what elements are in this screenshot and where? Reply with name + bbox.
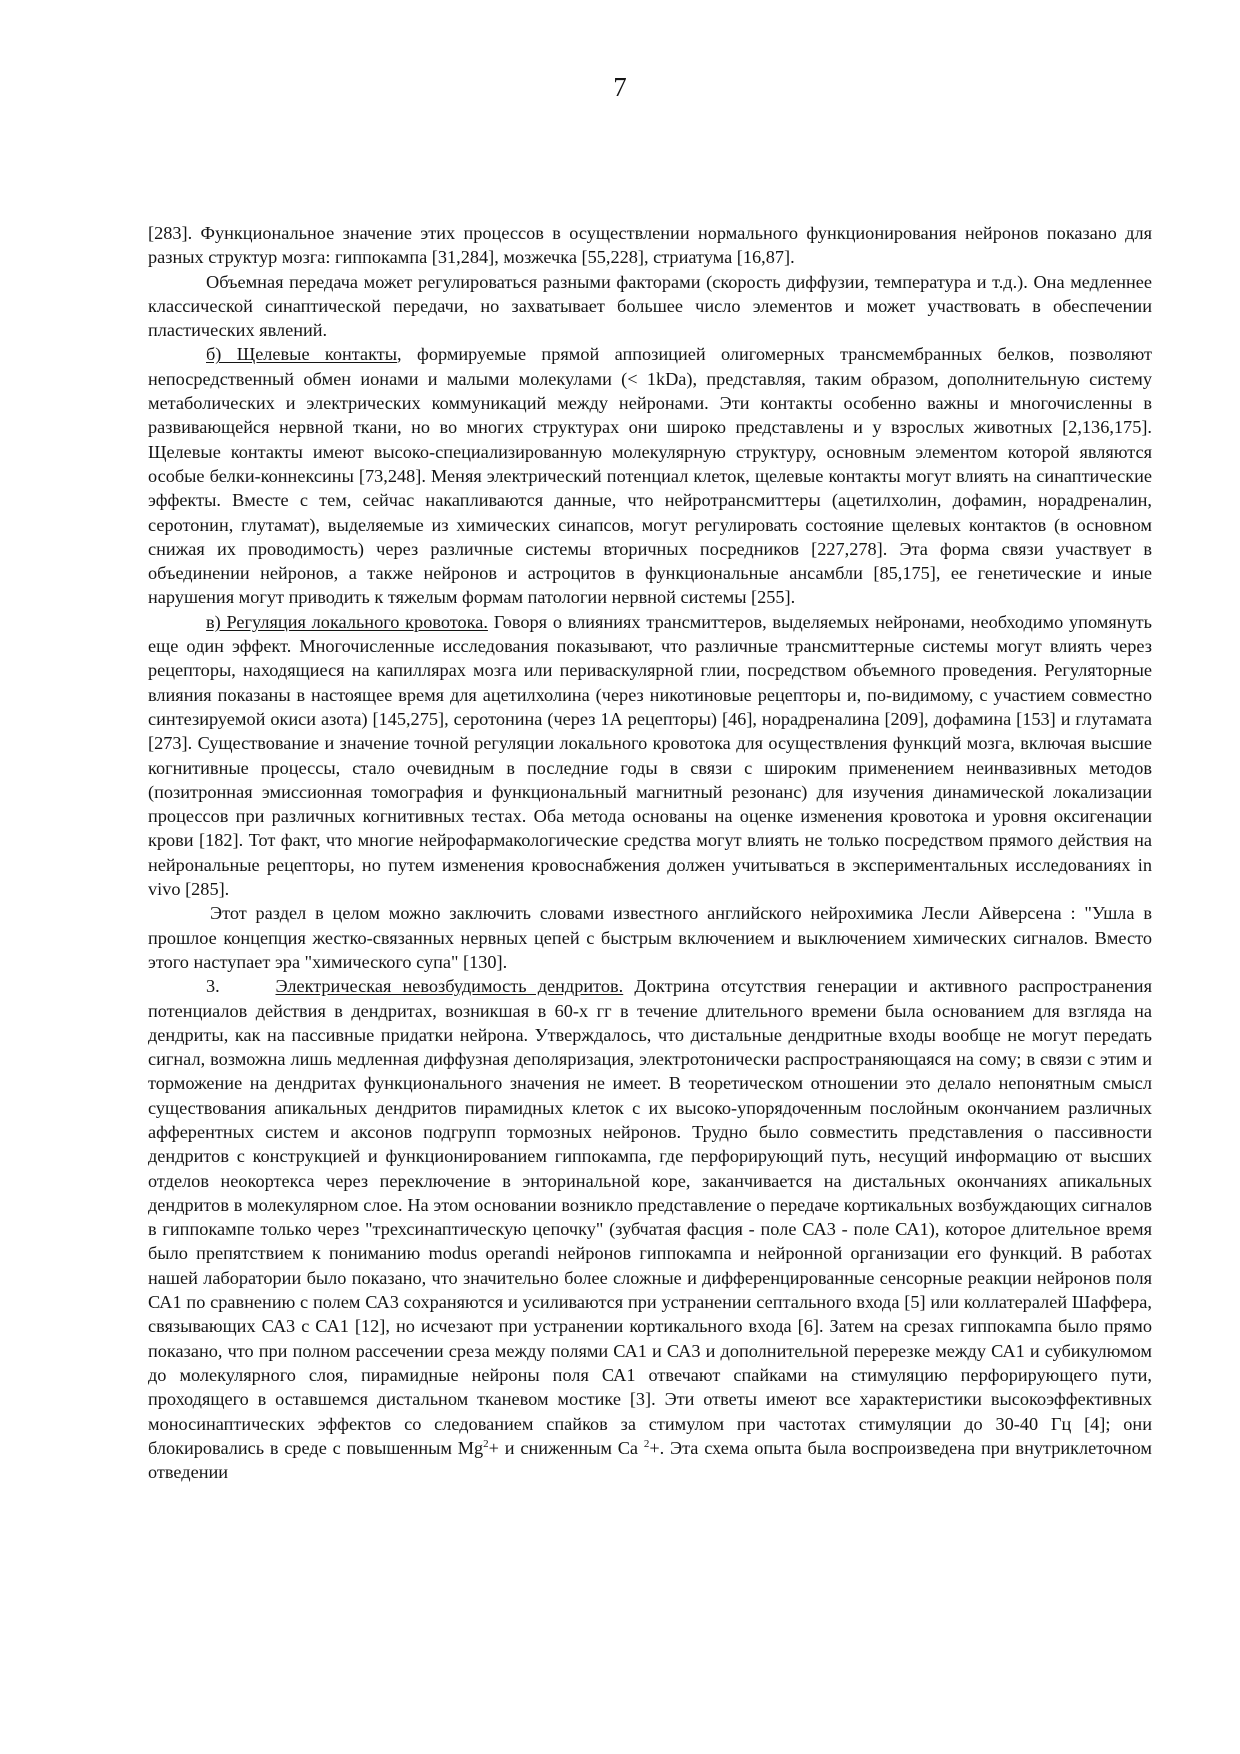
paragraph-text: +. Эта схема опыта была воспроизведена при внутриклеточном отведении <box>148 1437 1153 1483</box>
paragraph-text: + и сниженным Са <box>488 1437 644 1458</box>
document-body <box>148 221 1152 1484</box>
paragraph-gap-junctions <box>148 342 1152 609</box>
paragraph-continuation <box>148 221 1152 270</box>
paragraph-dendrites <box>148 974 1152 1484</box>
section-heading-gap-junctions: б) Щелевые контакты <box>206 344 398 365</box>
paragraph-text: Доктрина отсутствия генерации и активного распространения потенциалов действия в дендритах, возникшая в 60-х гг в течение длительного времени была основанием для взгляда на дендриты, как на пассивные придатки нейрона. Утверждалось, что дистальные дендритные входы вообще не могут передать сигнал, возможна лишь медленная диффузная деполяризация, электротонически распространяющаяся на сому; в связи с этим и торможение на дендритах функционального значения не имеет. В теоретическом отношении это делало непонятным смысл существования апикальных дендритов пирамидных клеток с их высоко-упорядоченным послойным окончанием различных афферентных систем и аксонов подгрупп тормозных нейронов. Трудно было совместить представления о пассивности дендритов с конструкцией и функционированием гиппокампа, где перфорирующий путь, несущий информацию от высших отделов неокортекса через переключение в энторинальной коре, заканчивается на дистальных окончаниях апикальных дендритов в молекулярном слое. На этом основании возникло представление о передаче кортикальных возбуждающих сигналов в гиппокампе только через "трехсинаптическую цепочку" (зубчатая фасция - поле СА3 - поле СА1), которое длительное время было препятствием к пониманию modus operandi нейронов гиппокампа и нейронной организации его функций. В работах нашей лаборатории было показано, что значительно более сложные и дифференцированные сенсорные реакции нейронов поля СА1 по сравнению с полем СА3 сохраняются и усиливаются при устранении септального входа [5] или коллатералей Шаффера, связывающих СА3 с СА1 [12], но исчезают при устранении кортикального входа [6]. Затем на срезах гиппокампа было прямо показано, что при полном рассечении среза между полями СА1 и СА3 и дополнительной перерезке между СА1 и субикулюмом до молекулярного слоя, пирамидные нейроны поля СА1 отвечают спайками на стимуляцию перфорирующего пути, проходящего в оставшемся дистальном тканевом мостике [3]. Эти ответы имеют все характеристики высокоэффективных моносинаптических эффектов со следованием спайков за стимулом при частотах стимуляции до 30-40 Гц [4]; они блокировались в среде с повышенным Mg <box>148 976 1152 1458</box>
paragraph-text: Этот раздел в целом можно заключить словами известного английского нейрохимика Лесли Айверсена : "Ушла в прошлое концепция жестко-связанных нервных цепей с быстрым включением и выключением химических сигналов. Вместо этого наступает эра "химического супа" [130]. <box>148 903 1152 972</box>
section-heading-blood-flow: в) Регуляция локального кровотока. <box>206 611 488 632</box>
paragraph-iversen-quote <box>148 901 1152 974</box>
section-heading-dendrites: Электрическая невозбудимость дендритов. <box>275 976 624 997</box>
paragraph-text: Объемная передача может регулироваться разными факторами (скорость диффузии, температура и т.д.). Она медленнее классической синаптической передачи, но захватывает большее число элементов и может участвовать в обеспечении пластических явлений. <box>148 271 1152 341</box>
superscript: 2 <box>643 1437 650 1450</box>
paragraph-text: [283]. Функциональное значение этих процессов в осуществлении нормального функционирования нейронов показано для разных структур мозга: гиппокампа [31,284], мозжечка [55,228], стриатума [16,87]. <box>148 223 1152 268</box>
paragraph-volume-transmission <box>148 270 1152 343</box>
paragraph-blood-flow <box>148 610 1152 902</box>
paragraph-text: , формируемые прямой аппозицией олигомерных трансмембранных белков, позволяют непосредственный обмен ионами и малыми молекулами (< 1kDa), представляя, таким образом, дополнительную систему метаболических и электрических коммуникаций между нейронами. Эти контакты особенно важны и многочисленны в развивающейся нервной ткани, но во многих структурах они широко представлены и у взрослых животных [2,136,175]. Щелевые контакты имеют высоко-специализированную молекулярную структуру, основным элементом которой являются особые белки-коннексины [73,248]. Меняя электрический потенциал клеток, щелевые контакты могут влиять на синаптические эффекты. Вместе с тем, сейчас накапливаются данные, что нейротрансмиттеры (ацетилхолин, дофамин, норадреналин, серотонин, глутамат), выделяемые из химических синапсов, могут регулировать состояние щелевых контактов (в основном снижая их проводимость) через различные системы вторичных посредников [227,278]. Эта форма связи участвует в объединении нейронов, а также нейронов и астроцитов в функциональные ансамбли [85,175], ее генетические и иные нарушения могут приводить к тяжелым формам патологии нервной системы [255]. <box>148 344 1152 608</box>
paragraph-text: Говоря о влияниях трансмиттеров, выделяемых нейронами, необходимо упомянуть еще один эффект. Многочисленные исследования показывают, что различные трансмиттерные системы могут влиять через рецепторы, находящиеся на капиллярах мозга или периваскулярной глии, посредством объемного проведения. Регуляторные влияния показаны в настоящее время для ацетилхолина (через никотиновые рецепторы и, по-видимому, с участием совместно синтезируемой окиси азота) [145,275], серотонина (через 1А рецепторы) [46], норадреналина [209], дофамина [153] и глутамата [273]. Существование и значение точной регуляции локального кровотока для осуществления функций мозга, включая высшие когнитивные процессы, стало очевидным в последние годы в связи с широким применением неинвазивных методов (позитронная эмиссионная томография и функциональный магнитный резонанс) для изучения динамической локализации процессов при различных когнитивных тестах. Оба метода основаны на оценке изменения кровотока и уровня оксигенации крови [182]. Тот факт, что многие нейрофармакологические средства могут влиять не только посредством прямого действия на нейрональные рецепторы, но путем изменения кровоснабжения должен учитываться в экспериментальных исследованиях in vivo [285]. <box>148 611 1152 900</box>
superscript: 2 <box>483 1437 489 1450</box>
page-number: 7 <box>613 72 627 102</box>
section-number: 3. <box>206 976 220 997</box>
